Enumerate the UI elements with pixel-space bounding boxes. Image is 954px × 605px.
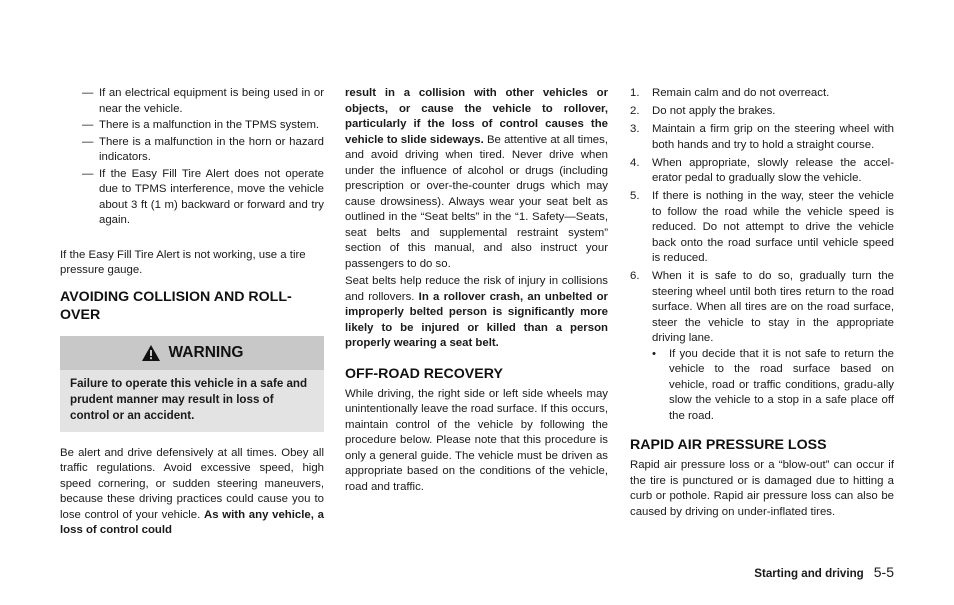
paragraph-bold-text: As with any vehicle, a loss of control could bbox=[60, 508, 324, 536]
list-item-text: There is a malfunction in the horn or hazard indicators. bbox=[99, 135, 324, 163]
list-item bbox=[60, 135, 324, 166]
column-right bbox=[630, 86, 894, 520]
tire-gauge-note: If the Easy Fill Tire Alert is not working, use a tire pressure gauge. bbox=[60, 248, 306, 276]
page-footer bbox=[600, 564, 894, 580]
dash-marker: — bbox=[82, 135, 94, 148]
step-text: When it is safe to do so, gradually turn the steering wheel until both tires return to the road surface. When all tires are on the road surface, steer the vehicle to stay in the appropriate driving lane. bbox=[652, 270, 894, 344]
paragraph-text: Be attentive at all times, and avoid driving when tired. Never drive when under the influence of alcohol or drugs (including prescription or over-the-counter drugs which may cause drowsiness). Always wear your seat belt as outlined in the “Seat belts” in the “1. Safety—Seats, seat belts and supplemental restraint system” section of this manual, and also instruct your passengers to do so. bbox=[345, 133, 608, 270]
section-heading-off-road: OFF-ROAD RECOVERY bbox=[345, 365, 503, 382]
section-heading-collision: AVOIDING COLLISION AND ROLL-OVER bbox=[60, 288, 292, 323]
list-item-text: There is a malfunction in the TPMS system. bbox=[99, 119, 320, 131]
step-number: 5. bbox=[630, 190, 640, 202]
paragraph-text: Seat belts help reduce the risk of injury in collisions and rollovers. bbox=[345, 275, 608, 303]
warning-header bbox=[60, 336, 324, 370]
dash-marker: — bbox=[82, 87, 94, 99]
air-loss-paragraph: Rapid air pressure loss or a “blow-out” can occur if the tire is punctured or is damaged due to hitting a curb or pothole. Rapid air pressure loss can also be caused by driving on under-inflated tires. bbox=[630, 459, 894, 518]
step-text: Maintain a firm grip on the steering wheel with both hands and try to hold a straight course. bbox=[652, 123, 894, 151]
page-number: 5-5 bbox=[873, 564, 894, 580]
list-item bbox=[652, 347, 894, 425]
warning-title: WARNING bbox=[168, 343, 244, 361]
list-item bbox=[60, 86, 324, 117]
warning-text: Failure to operate this vehicle in a safe and prudent manner may result in loss of control or an accident. bbox=[70, 376, 308, 422]
footer-section-title: Starting and driving bbox=[754, 567, 864, 580]
step-number: 3. bbox=[630, 123, 640, 135]
recovery-steps-list bbox=[630, 86, 894, 424]
bullet-marker: • bbox=[652, 347, 656, 360]
step-text: Do not apply the brakes. bbox=[652, 105, 776, 117]
list-item bbox=[630, 189, 894, 267]
step-text: When appropriate, slowly release the accel-erator pedal to gradually slow the vehicle. bbox=[652, 156, 894, 184]
step-text: Remain calm and do not overreact. bbox=[652, 87, 830, 99]
list-item bbox=[630, 122, 894, 153]
dash-marker: — bbox=[82, 119, 94, 131]
paragraph-text: Be alert and drive defensively at all times. Obey all traffic regulations. Avoid excessive speed, high speed cornering, or sudden steering maneuvers, because these driving practices could cause you to lose control of your vehicle. bbox=[60, 446, 324, 521]
step-number: 1. bbox=[630, 87, 640, 99]
off-road-paragraph: While driving, the right side or left side wheels may unintentionally leave the road surface. If this occurs, maintain control of the vehicle by following the procedure below. Please note that this procedure is only a general guide. The vehicle must be driven as appropriate based on the conditions of the vehicle, road and traffic. bbox=[345, 387, 608, 493]
list-item-text: If the Easy Fill Tire Alert does not operate due to TPMS interference, move the vehicle about 3 ft (1 m) backward or forward and try again. bbox=[99, 167, 324, 226]
list-item bbox=[60, 167, 324, 229]
list-item bbox=[60, 118, 324, 134]
step-text: If there is nothing in the way, steer the vehicle to follow the road while the vehicle speed is reduced. Do not attempt to drive the vehicle back onto the road surface until vehicle speed is reduced. bbox=[652, 190, 894, 264]
dash-marker: — bbox=[82, 167, 94, 180]
list-item bbox=[630, 86, 894, 102]
warning-triangle-icon bbox=[141, 344, 161, 362]
step-number: 4. bbox=[630, 156, 640, 169]
column-left bbox=[60, 86, 324, 539]
defensive-driving-paragraph bbox=[60, 446, 324, 539]
sub-bullet-list bbox=[652, 347, 894, 425]
seat-belt-paragraph bbox=[345, 274, 608, 352]
step-number: 6. bbox=[630, 270, 640, 282]
list-item-text: If an electrical equipment is being used in or near the vehicle. bbox=[99, 87, 324, 115]
list-item bbox=[630, 269, 894, 424]
sub-bullet-text: If you decide that it is not safe to return the vehicle to the road surface based on vehicle, road or traffic conditions, gradu-ally slow the vehicle to a stop in a safe place off the road. bbox=[669, 347, 894, 422]
list-item bbox=[630, 156, 894, 187]
section-heading-air-loss: RAPID AIR PRESSURE LOSS bbox=[630, 437, 827, 453]
column-middle bbox=[345, 86, 608, 495]
paragraph-bold-text: In a rollover crash, an unbelted or improperly belted person is significantly more likely to be injured or killed than a person properly wearing a seat belt. bbox=[345, 290, 608, 349]
collision-continued-paragraph bbox=[345, 86, 608, 272]
list-item bbox=[630, 104, 894, 120]
step-number: 2. bbox=[630, 105, 640, 117]
paragraph-bold-text: result in a collision with other vehicles or objects, or cause the vehicle to rollover, particularly if the loss of control causes the vehicle to slide sideways. bbox=[345, 87, 608, 146]
warning-box bbox=[60, 336, 324, 432]
condition-list bbox=[60, 86, 324, 229]
